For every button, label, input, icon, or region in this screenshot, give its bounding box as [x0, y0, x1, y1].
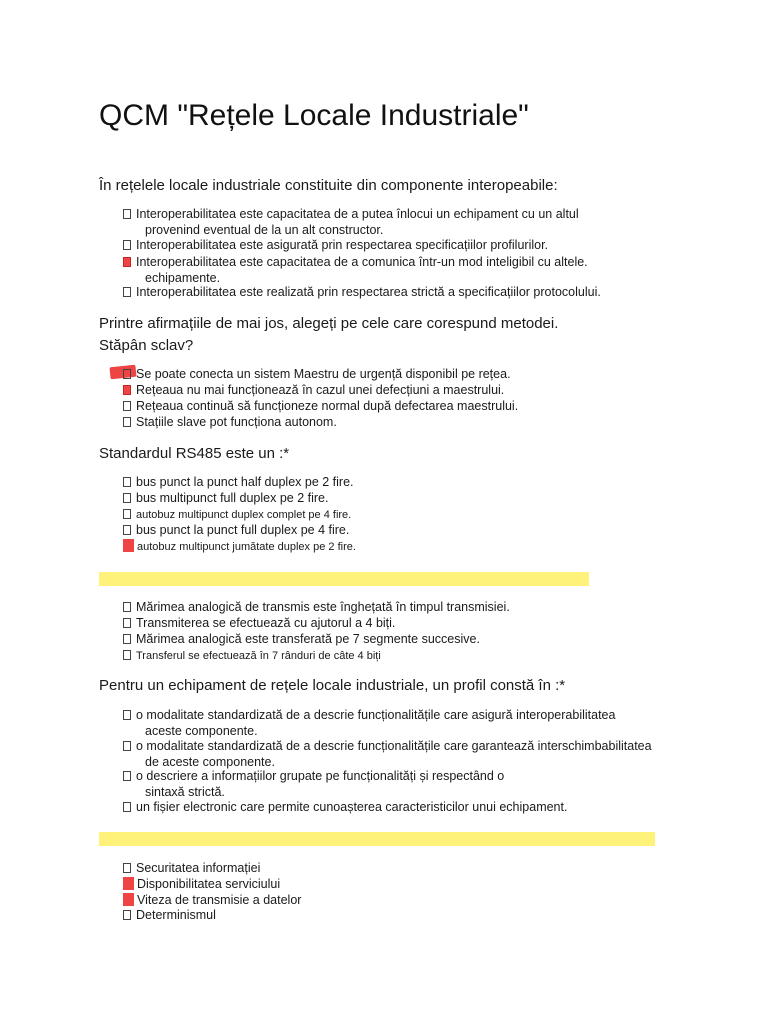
option-label: bus multipunct full duplex pe 2 fire. [136, 491, 329, 505]
option-label-cont: de aceste componente. [145, 755, 275, 769]
option-label: o modalitate standardizată de a descrie funcționalitățile care garantează interschimbabilitatea [136, 739, 652, 753]
checkbox-icon[interactable] [123, 618, 131, 628]
option-5-4[interactable] [123, 799, 567, 815]
option-3-4[interactable] [123, 522, 349, 538]
checkbox-icon[interactable] [123, 493, 131, 503]
option-label: Se poate conecta un sistem Maestru de urgență disponibil pe rețea. [136, 367, 511, 381]
option-label: Rețeaua nu mai funcționează în cazul unei defecțiuni a maestrului. [136, 383, 505, 397]
checkbox-icon[interactable] [123, 477, 131, 487]
option-3-5[interactable] [123, 539, 356, 555]
option-4-2[interactable] [123, 615, 395, 631]
option-label: bus punct la punct half duplex pe 2 fire. [136, 475, 354, 489]
option-label: Securitatea informației [136, 861, 261, 875]
option-label: Determinismul [136, 908, 216, 922]
question-3: Standardul RS485 este un :* [99, 445, 290, 462]
option-1-1[interactable] [123, 206, 579, 238]
option-label: Interoperabilitatea este asigurată prin respectarea specificațiilor profilurilor. [136, 238, 549, 252]
checkbox-marked-icon[interactable] [123, 257, 131, 267]
answer-mark-icon[interactable] [123, 893, 134, 906]
option-3-1[interactable] [123, 474, 354, 490]
option-label: Viteza de transmisie a datelor [137, 893, 302, 907]
checkbox-marked-icon[interactable] [123, 385, 131, 395]
option-label: Interoperabilitatea este capacitatea de a putea înlocui un echipament cu un altul [136, 207, 579, 221]
option-label: Transferul se efectuează în 7 rânduri de câte 4 biți [136, 650, 381, 662]
question-2-line-2: Stăpân sclav? [99, 337, 194, 354]
option-6-2[interactable] [123, 876, 280, 892]
option-4-1[interactable] [123, 599, 510, 615]
option-label-cont: sintaxă strictă. [145, 785, 225, 799]
checkbox-icon[interactable] [123, 802, 131, 812]
checkbox-icon[interactable] [123, 509, 131, 519]
checkbox-icon[interactable] [123, 741, 131, 751]
option-label: Mărimea analogică este transferată pe 7 segmente succesive. [136, 632, 480, 646]
checkbox-icon[interactable] [123, 240, 131, 250]
option-1-3[interactable] [123, 254, 588, 286]
answer-mark-icon[interactable] [123, 539, 134, 552]
option-6-3[interactable] [123, 892, 301, 908]
checkbox-icon[interactable] [123, 369, 131, 379]
option-label: Stațiile slave pot funcționa autonom. [136, 415, 337, 429]
option-label: Mărimea analogică de transmis este înghețată în timpul transmisiei. [136, 600, 510, 614]
option-3-3[interactable] [123, 507, 351, 523]
option-4-4[interactable] [123, 648, 381, 664]
option-label: o descriere a informațiilor grupate pe funcționalități și respectând o [136, 769, 505, 783]
option-label: Rețeaua continuă să funcționeze normal după defectarea maestrului. [136, 399, 519, 413]
option-1-2[interactable] [123, 237, 548, 253]
option-1-4[interactable] [123, 284, 601, 300]
option-label: bus punct la punct full duplex pe 4 fire. [136, 523, 350, 537]
option-label: Interoperabilitatea este capacitatea de a comunica într-un mod inteligibil cu altele. [136, 255, 588, 269]
checkbox-icon[interactable] [123, 710, 131, 720]
option-label-cont: echipamente. [145, 271, 221, 285]
option-6-4[interactable] [123, 907, 216, 923]
question-5: Pentru un echipament de rețele locale industriale, un profil constă în :* [99, 677, 566, 694]
question-1: În rețelele locale industriale constituite din componente interopeabile: [99, 177, 558, 194]
checkbox-icon[interactable] [123, 650, 131, 660]
option-2-1[interactable] [123, 366, 511, 382]
option-6-1[interactable] [123, 860, 260, 876]
option-5-2[interactable] [123, 738, 652, 770]
highlighted-question-bar [99, 832, 655, 846]
question-2-line-1: Printre afirmațiile de mai jos, alegeți pe cele care corespund metodei. [99, 315, 559, 332]
option-2-3[interactable] [123, 398, 518, 414]
checkbox-icon[interactable] [123, 287, 131, 297]
checkbox-icon[interactable] [123, 209, 131, 219]
option-label: un fișier electronic care permite cunoașterea caracteristicilor unui echipament. [136, 800, 568, 814]
page-title: QCM "Rețele Locale Industriale" [99, 99, 529, 132]
option-5-3[interactable] [123, 768, 504, 800]
option-label: Transmiterea se efectuează cu ajutorul a 4 biți. [136, 616, 396, 630]
option-label: autobuz multipunct jumătate duplex pe 2 fire. [137, 541, 356, 553]
option-2-2[interactable] [123, 382, 504, 398]
option-label: o modalitate standardizată de a descrie funcționalitățile care asigură interoperabilitatea [136, 708, 616, 722]
checkbox-icon[interactable] [123, 417, 131, 427]
option-5-1[interactable] [123, 707, 615, 739]
checkbox-icon[interactable] [123, 634, 131, 644]
option-label: Disponibilitatea serviciului [137, 877, 281, 891]
checkbox-icon[interactable] [123, 863, 131, 873]
checkbox-icon[interactable] [123, 910, 131, 920]
option-label-cont: aceste componente. [145, 724, 258, 738]
option-2-4[interactable] [123, 414, 337, 430]
checkbox-icon[interactable] [123, 401, 131, 411]
option-label: autobuz multipunct duplex complet pe 4 fire. [136, 509, 352, 521]
option-3-2[interactable] [123, 490, 328, 506]
checkbox-icon[interactable] [123, 602, 131, 612]
checkbox-icon[interactable] [123, 771, 131, 781]
option-label: Interoperabilitatea este realizată prin respectarea strictă a specificațiilor protocolului. [136, 285, 601, 299]
highlighted-question-bar [99, 572, 589, 586]
option-label-cont: provenind eventual de la un alt constructor. [145, 223, 384, 237]
answer-mark-icon[interactable] [123, 877, 134, 890]
checkbox-icon[interactable] [123, 525, 131, 535]
option-4-3[interactable] [123, 631, 480, 647]
